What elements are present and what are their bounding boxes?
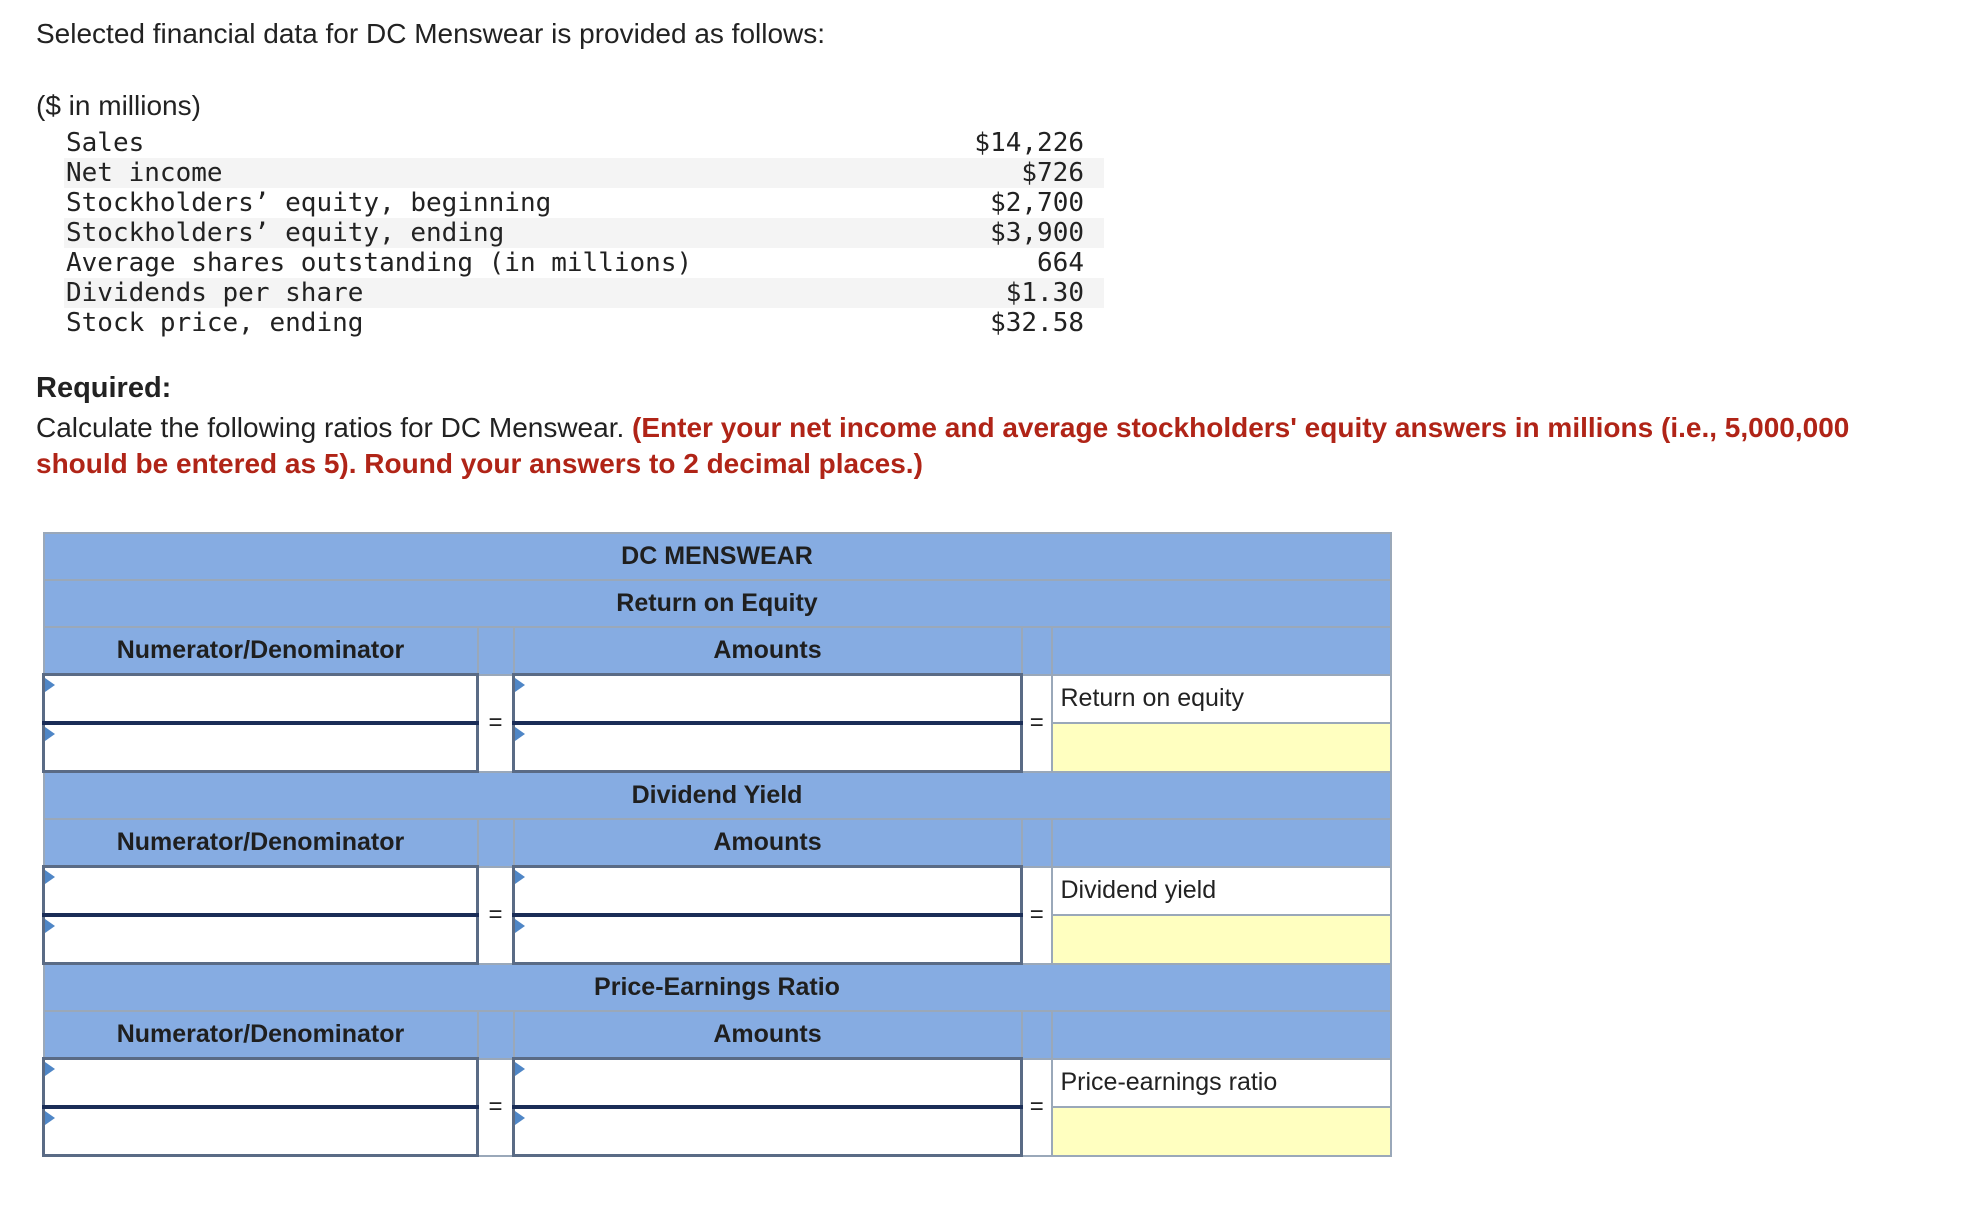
pe-answer-input[interactable] bbox=[1052, 1107, 1391, 1156]
column-header-amounts: Amounts bbox=[514, 627, 1022, 675]
pe-denominator-label-input[interactable] bbox=[44, 1107, 478, 1156]
data-label: Net income bbox=[64, 158, 928, 188]
data-value: $1.30 bbox=[928, 278, 1104, 308]
data-value: $2,700 bbox=[990, 188, 1084, 218]
column-header-amounts: Amounts bbox=[514, 819, 1022, 867]
ratio-worksheet bbox=[42, 532, 1392, 1157]
equals-sign: = bbox=[478, 675, 514, 772]
header-spacer bbox=[1022, 819, 1052, 867]
roe-numerator-label-input[interactable] bbox=[44, 675, 478, 724]
pe-numerator-label-input[interactable] bbox=[44, 1059, 478, 1108]
instructions-text: Calculate the following ratios for DC Menswear. bbox=[36, 412, 633, 443]
instructions-note: (Enter your net income and average stockholders' equity answers in millions (i.e., 5,000,000 should be entered as 5). Round your answers to 2 decimal places.) bbox=[36, 412, 1850, 479]
data-row-sales bbox=[64, 128, 1104, 158]
pe-numerator-amount-input[interactable] bbox=[514, 1059, 1022, 1108]
header-spacer bbox=[1052, 1011, 1391, 1059]
dy-result-label: Dividend yield bbox=[1052, 867, 1391, 916]
roe-result-label: Return on equity bbox=[1052, 675, 1391, 724]
table-title: DC MENSWEAR bbox=[44, 533, 1391, 580]
column-header-amounts: Amounts bbox=[514, 1011, 1022, 1059]
data-row-equity-beginning bbox=[64, 188, 1104, 218]
column-header-numerator: Numerator/Denominator bbox=[44, 819, 478, 867]
equals-sign: = bbox=[1022, 675, 1052, 772]
data-row-dividends-per-share bbox=[64, 278, 1104, 308]
data-row-net-income bbox=[64, 158, 1104, 188]
header-spacer bbox=[1022, 1011, 1052, 1059]
equals-sign: = bbox=[478, 867, 514, 964]
header-spacer bbox=[478, 627, 514, 675]
equals-sign: = bbox=[1022, 1059, 1052, 1156]
data-value: $32.58 bbox=[990, 308, 1084, 338]
roe-denominator-label-input[interactable] bbox=[44, 723, 478, 772]
header-spacer bbox=[1052, 819, 1391, 867]
data-label: Dividends per share bbox=[64, 278, 928, 308]
equals-sign: = bbox=[1022, 867, 1052, 964]
data-value: 664 bbox=[1037, 248, 1084, 278]
data-label: Stockholders’ equity, beginning bbox=[66, 188, 552, 218]
data-label: Average shares outstanding (in millions) bbox=[66, 248, 693, 278]
data-row-average-shares bbox=[64, 248, 1104, 278]
column-header-numerator: Numerator/Denominator bbox=[44, 627, 478, 675]
data-value: $726 bbox=[928, 158, 1104, 188]
data-value: $14,226 bbox=[974, 128, 1084, 158]
roe-numerator-amount-input[interactable] bbox=[514, 675, 1022, 724]
header-spacer bbox=[1022, 627, 1052, 675]
section-title-return-on-equity: Return on Equity bbox=[44, 580, 1391, 627]
data-label: Stockholders’ equity, ending bbox=[64, 218, 928, 248]
pe-result-label: Price-earnings ratio bbox=[1052, 1059, 1391, 1108]
unit-label: ($ in millions) bbox=[36, 90, 201, 121]
data-row-equity-ending bbox=[64, 218, 1104, 248]
equals-sign: = bbox=[478, 1059, 514, 1156]
dy-denominator-amount-input[interactable] bbox=[514, 915, 1022, 964]
header-spacer bbox=[1052, 627, 1391, 675]
dy-answer-input[interactable] bbox=[1052, 915, 1391, 964]
intro-text: Selected financial data for DC Menswear is provided as follows: bbox=[36, 18, 826, 49]
roe-denominator-amount-input[interactable] bbox=[514, 723, 1022, 772]
header-spacer bbox=[478, 819, 514, 867]
data-value: $3,900 bbox=[928, 218, 1104, 248]
section-title-price-earnings: Price-Earnings Ratio bbox=[44, 964, 1391, 1012]
data-row-stock-price bbox=[64, 308, 1104, 338]
dy-numerator-amount-input[interactable] bbox=[514, 867, 1022, 916]
instructions bbox=[36, 410, 1936, 482]
roe-answer-input[interactable] bbox=[1052, 723, 1391, 772]
dy-denominator-label-input[interactable] bbox=[44, 915, 478, 964]
dy-numerator-label-input[interactable] bbox=[44, 867, 478, 916]
financial-data-table bbox=[64, 128, 1104, 338]
pe-denominator-amount-input[interactable] bbox=[514, 1107, 1022, 1156]
section-title-dividend-yield: Dividend Yield bbox=[44, 772, 1391, 820]
column-header-numerator: Numerator/Denominator bbox=[44, 1011, 478, 1059]
data-label: Stock price, ending bbox=[66, 308, 364, 338]
header-spacer bbox=[478, 1011, 514, 1059]
required-heading: Required: bbox=[36, 372, 172, 404]
data-label: Sales bbox=[66, 128, 145, 158]
